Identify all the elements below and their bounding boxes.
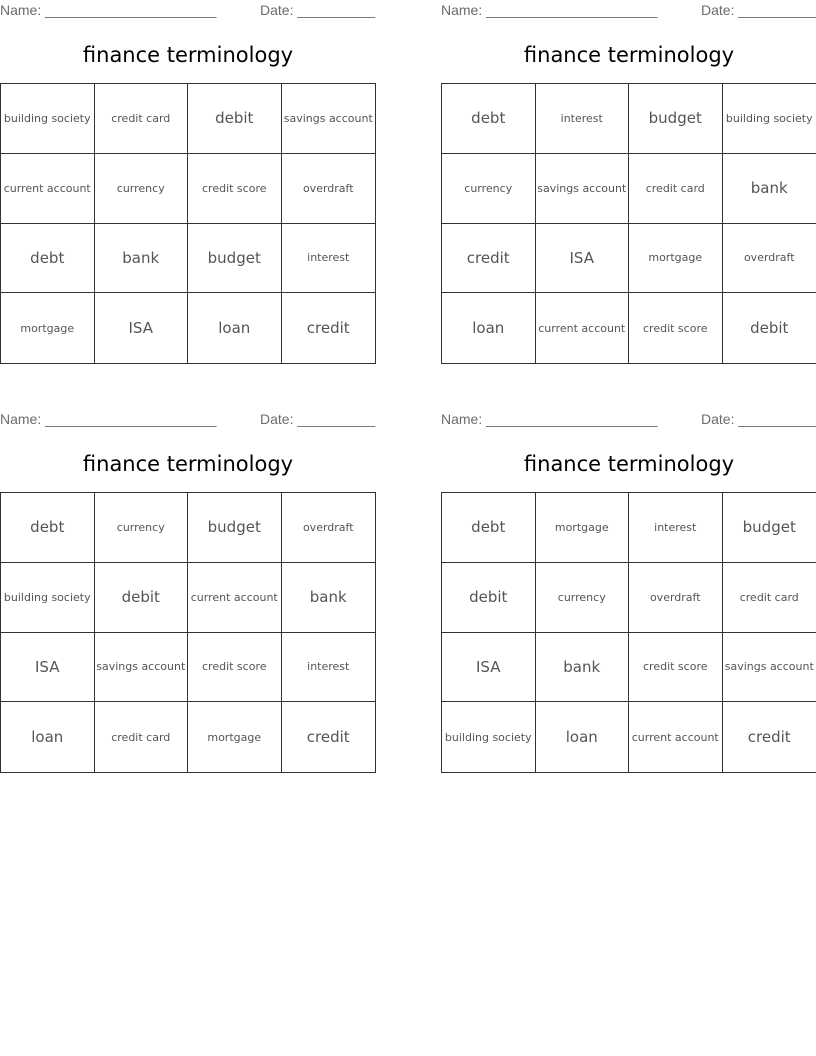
bingo-cell: debit [188, 84, 282, 154]
name-field[interactable]: Name: ______________________ [441, 411, 658, 427]
bingo-cell: bank [95, 224, 189, 294]
bingo-cell: debit [750, 319, 789, 338]
bingo-cell: overdraft [282, 154, 376, 224]
name-field[interactable]: Name: ______________________ [441, 2, 658, 18]
bingo-cell: loan [188, 293, 282, 363]
date-field[interactable]: Date: __________ [260, 411, 376, 427]
bingo-card-2 [441, 0, 816, 365]
bingo-cell: current account [188, 563, 282, 633]
bingo-cell: credit [747, 728, 791, 747]
bingo-cell: savings account [95, 633, 189, 703]
date-field[interactable]: Date: __________ [260, 2, 376, 18]
card-header [441, 411, 816, 429]
bingo-cell: ISA [1, 633, 95, 703]
bingo-card-3 [0, 409, 376, 774]
bingo-cell: loan [1, 702, 95, 772]
bingo-cell: bank [536, 633, 630, 703]
bingo-cell: debit [95, 563, 189, 633]
date-field[interactable]: Date: __________ [701, 411, 816, 427]
bingo-cell: interest [629, 493, 723, 563]
bingo-cell: building society [723, 84, 816, 154]
bingo-cell: debt [442, 84, 536, 154]
bingo-cell: credit [306, 728, 350, 747]
bingo-cell: credit [306, 319, 350, 338]
bingo-cell: overdraft [723, 224, 816, 294]
bingo-cell: debt [1, 493, 95, 563]
card-title: finance terminology [82, 452, 294, 476]
bingo-grid [441, 492, 816, 773]
bingo-cell: debt [1, 224, 95, 294]
bingo-cell: credit score [629, 293, 723, 363]
bingo-cell: savings account [282, 84, 376, 154]
bingo-cell: building society [1, 563, 95, 633]
bingo-cell: building society [1, 84, 95, 154]
bingo-card-1 [0, 0, 376, 365]
bingo-cell: currency [536, 563, 630, 633]
bingo-cell: interest [282, 633, 376, 703]
bingo-cell: mortgage [1, 293, 95, 363]
bingo-cell: credit score [188, 633, 282, 703]
name-field[interactable]: Name: ______________________ [0, 2, 217, 18]
bingo-cell: interest [536, 84, 630, 154]
bingo-cell: savings account [536, 154, 630, 224]
card-header [441, 2, 816, 20]
name-field[interactable]: Name: ______________________ [0, 411, 217, 427]
bingo-cell: ISA [95, 293, 189, 363]
bingo-cell: current account [536, 293, 630, 363]
bingo-cell: overdraft [282, 493, 376, 563]
bingo-cell: mortgage [536, 493, 630, 563]
bingo-cell: debt [442, 493, 536, 563]
bingo-card-4 [441, 409, 816, 774]
bingo-cell: debit [442, 563, 536, 633]
bingo-cell: mortgage [629, 224, 723, 294]
bingo-cell: credit card [723, 563, 816, 633]
card-header [0, 411, 376, 429]
bingo-cell: current account [629, 702, 723, 772]
bingo-cell: budget [723, 493, 816, 563]
bingo-cell: bank [723, 154, 816, 224]
bingo-cell: savings account [723, 633, 816, 703]
bingo-cell: bank [282, 563, 376, 633]
bingo-cell: budget [629, 84, 723, 154]
card-title: finance terminology [523, 452, 735, 476]
bingo-cell: budget [188, 224, 282, 294]
bingo-cell: loan [442, 293, 536, 363]
date-field[interactable]: Date: __________ [701, 2, 816, 18]
bingo-cell: interest [282, 224, 376, 294]
bingo-cell: ISA [442, 633, 536, 703]
bingo-cell: mortgage [188, 702, 282, 772]
bingo-cell: currency [95, 493, 189, 563]
bingo-cell: currency [95, 154, 189, 224]
bingo-cell: overdraft [629, 563, 723, 633]
card-header [0, 2, 376, 20]
bingo-cell: credit [442, 224, 536, 294]
bingo-cell: credit card [629, 154, 723, 224]
bingo-grid [0, 492, 376, 773]
bingo-cell: credit score [188, 154, 282, 224]
bingo-cell: ISA [536, 224, 630, 294]
bingo-cell: building society [442, 702, 536, 772]
bingo-cell: loan [536, 702, 630, 772]
bingo-grid [441, 83, 816, 364]
bingo-cell: credit card [95, 84, 189, 154]
bingo-cell: budget [188, 493, 282, 563]
bingo-cell: currency [442, 154, 536, 224]
card-title: finance terminology [523, 43, 735, 67]
bingo-grid [0, 83, 376, 364]
bingo-cell: credit score [629, 633, 723, 703]
bingo-cell: current account [1, 154, 95, 224]
card-title: finance terminology [82, 43, 294, 67]
bingo-cell: credit card [95, 702, 189, 772]
